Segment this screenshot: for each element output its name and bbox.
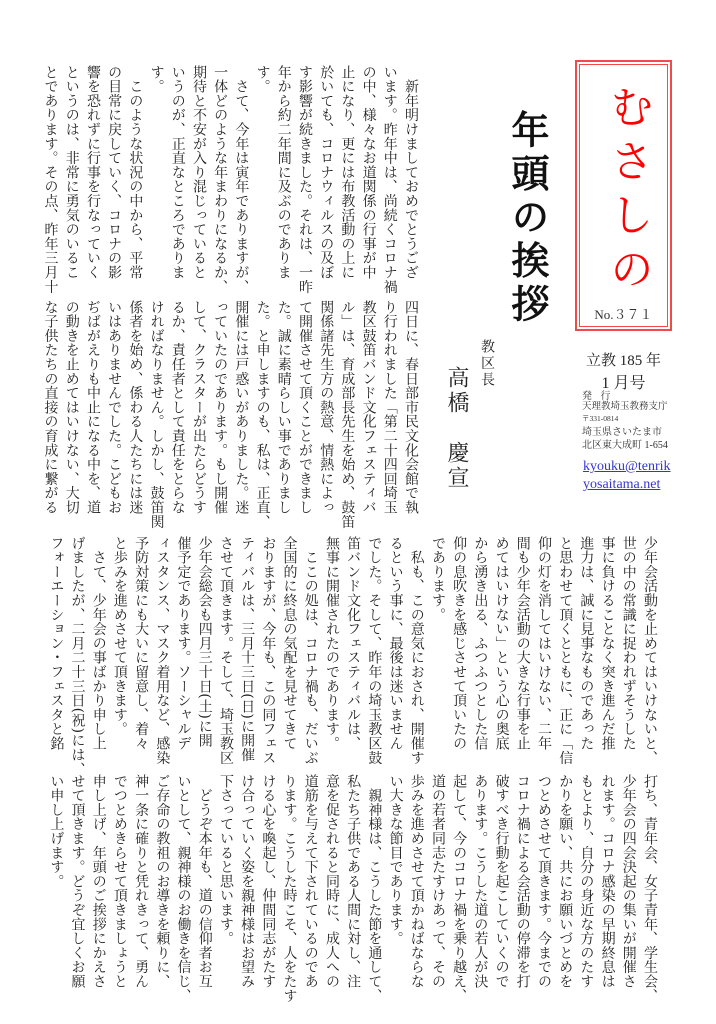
text-column: いとして、親神様のお働きを信じ、 (175, 774, 192, 1003)
text-column: 止になり、更には布教活動の上に (339, 65, 356, 280)
text-column: というのは、非常に勇気のいるこ (63, 65, 80, 280)
text-column: であります。 (429, 536, 446, 622)
text-column: ィスタンス、マスク着用など、感染 (154, 536, 171, 765)
text-column: 仰の息吹きを感じさせて頂いたの (451, 536, 468, 751)
text-column: の中、様々なお道関係の行事が中 (360, 65, 377, 280)
text-column: めてはいけない」という心の奥底 (493, 536, 510, 751)
text-column: いうのが、正直なところでありま (169, 65, 186, 280)
text-column: させて頂きます。そして、埼玉教区 (217, 536, 234, 765)
text-column: 於いても、コロナウィルスの及ぼ (318, 65, 335, 280)
text-column: 響を恐れずに行事を行なっていく (84, 65, 101, 280)
text-column: 四日に、春日部市民文化会館で執 (403, 300, 419, 515)
text-column: フォーエーション・フェスタと銘 (48, 536, 65, 751)
text-column: 開催には戸惑いがありました。迷 (233, 300, 250, 515)
text-column: して、クラスターが出たらどうす (190, 300, 207, 515)
text-column: コロナ禍による会活動の停滞を打 (514, 774, 531, 989)
text-column: 期待と不安が入り混じっていると (190, 65, 207, 280)
email-link[interactable]: kyouku@tenrik (583, 459, 671, 474)
publisher-name: 天理教埼玉教務支庁 (582, 402, 668, 412)
publisher-postal-code: 〒331-0814 (582, 414, 619, 423)
text-column: 仰の灯を消してはいけない、二年 (535, 536, 552, 751)
text-column: 間も少年会活動の大きな行事を止 (514, 536, 531, 751)
text-column: と思わせて頂くとともに、正に「信 (557, 536, 574, 765)
text-column: ここの処は、コロナ禍も、だいぶ (302, 536, 319, 765)
text-column: 予防対策にも大いに留意し、着々 (133, 536, 150, 751)
text-column: す影響が続きました。それは、一昨 (296, 65, 313, 294)
text-column: ける心を喚起し、仲間同志がたす (260, 774, 277, 989)
text-column: るか、責任者として責任をとらな (169, 300, 186, 515)
text-column: た。と申しますのも、私は、正直、 (254, 300, 271, 529)
article-text-block-top (39, 65, 421, 294)
text-column: ります。こうした時こそ、人をたす (281, 774, 298, 1003)
text-column: どうぞ本年も、道の信仰者お互 (196, 774, 213, 989)
text-column: け合っていく姿を親神様はお望み (239, 774, 256, 989)
text-column: と歩みを進めさせて頂きます。 (111, 536, 128, 737)
publisher-address-line2: 北区東大成町 1-654 (582, 440, 668, 451)
newsletter-title: むさしの (602, 84, 653, 300)
text-column: 無事に開催されたのであります。 (323, 536, 340, 751)
publisher-label: 発 行 (582, 391, 614, 402)
text-column: 係者を始め、係わる人たちには迷 (127, 300, 144, 515)
text-column: このような状況の中から、平常 (127, 65, 144, 280)
text-column: さて、少年会の事ばかり申し上 (90, 536, 107, 751)
email-link-continued[interactable]: yosaitama.net (583, 477, 661, 492)
publisher-address-line1: 埼玉県さいたま市 (582, 427, 662, 438)
text-column: さて、今年は寅年でありますが、 (233, 65, 250, 294)
text-column: から湧き出る、ふつふつとした信 (472, 536, 489, 751)
author-role: 教区長 (479, 339, 495, 389)
article-title: 年頭の挨拶 (505, 110, 550, 328)
text-column: 意を促されると同時に、成人への (323, 774, 340, 989)
text-column: いはありませんでした。こどもお (106, 300, 123, 515)
issue-number: No.３７１ (594, 307, 653, 322)
text-column: い申し上げます。 (48, 774, 65, 889)
text-column: でした。そして、昨年の埼玉教区鼓 (366, 536, 383, 765)
issue-month: 1 月号 (601, 375, 646, 392)
text-column: 打ち、青年会、女子青年、学生会、 (642, 774, 658, 1003)
text-column: 私も、この意気におされ、開催す (408, 536, 425, 765)
text-column: もとより、自分の身近な方のたす (578, 774, 595, 989)
text-column: す。 (254, 65, 271, 94)
text-column: な子供たちの直接の育成に繋がる (42, 300, 59, 515)
text-column: っていたのであります。もし開催 (212, 300, 229, 515)
text-column: 事に負けることなく突き進んだ推 (599, 536, 616, 751)
text-column: の動きを止めてはいけない、大切 (63, 300, 80, 515)
text-column: り行われました「第二十四回埼玉 (381, 300, 398, 515)
author-name: 高橋 慶宣 (444, 366, 469, 491)
text-column: おりますが、今年も、この同フェス (260, 536, 277, 765)
text-column: た。誠に素晴らしい事でありまし (275, 300, 292, 515)
text-column: かりを願い、共にお願いづとめを (557, 774, 574, 989)
text-column: 少年会活動を止めてはいけないと、 (642, 536, 658, 765)
text-column: 関係諸先生方の熱意、情熱によっ (318, 300, 335, 515)
article-text-block-lower-2 (45, 774, 660, 1003)
text-column: ル」は、育成部長先生を始め、鼓笛 (339, 300, 356, 529)
text-column: て開催させて頂くことができまし (296, 300, 313, 515)
text-column: げましたが、二月二十三日(祝)には、 (69, 536, 86, 777)
text-column: とであります。その点、昨年三月十 (42, 65, 59, 294)
text-column: つとめさせて頂きます。今までの (535, 774, 552, 989)
text-column: 笛バンド文化フェスティバルは、 (345, 536, 362, 751)
text-column: 少年会総会も四月三十日(土)に開 (196, 536, 213, 748)
text-column: 道筋を与えて下されているのであ (302, 774, 319, 989)
text-column: 下さっていると思います。 (217, 774, 234, 946)
text-column: の目常に戻していく、コロナの影 (106, 65, 123, 280)
article-text-block-middle (39, 300, 421, 529)
issue-era-year: 立教 185 年 (585, 353, 661, 369)
text-column: 親神様は、こうした節を通して、 (366, 774, 383, 1003)
text-column: あります。こうした道の若人が決 (472, 774, 489, 989)
text-column: 催予定であります。ソーシャルデ (175, 536, 192, 751)
text-column: 少年会の四会決起の集いが開催さ (620, 774, 637, 989)
text-column: でつとめきらせて頂きましょうと (111, 774, 128, 989)
text-column: い大きな節目であります。 (387, 774, 404, 946)
text-column: 破すべき行動を起こしていくので (493, 774, 510, 989)
text-column: 全国的に終息の気配を見せてきて (281, 536, 298, 751)
text-column: 申し上げ、年頭のご挨拶にかえさ (90, 774, 107, 989)
text-column: す。 (148, 65, 165, 94)
text-column: ければなりません。しかし、鼓笛関 (148, 300, 165, 529)
text-column: ティバルは、三月十三日(日)に開催 (239, 536, 256, 763)
text-column: ご存命の教祖のお導きを頼りに、 (154, 774, 171, 989)
text-column: 進力は、誠に見事なものであった (578, 536, 595, 751)
text-column: ぢばがえりも中止になる中を、道 (84, 300, 101, 515)
text-column: 年から約二年間に及ぶのでありま (275, 65, 292, 280)
text-column: 世の中の常識に捉われずそうした (620, 536, 637, 751)
text-column: れます。コロナ感染の早期終息は (599, 774, 616, 989)
text-column: 新年明けましておめでとうござ (403, 65, 419, 280)
article-text-block-lower-1 (45, 536, 660, 777)
text-column: 私たち子供である人間に対し、注 (345, 774, 362, 989)
text-column: 歩みを進めさせて頂かねばならな (408, 774, 425, 989)
text-column: 一体どのような年まわりになるか、 (212, 65, 229, 294)
text-column: せて頂きます。どうぞ宜しくお願 (69, 774, 86, 989)
text-column: います。昨年中は、尚続くコロナ禍 (381, 65, 398, 294)
text-column: 教区鼓笛バンド文化フェスティバ (360, 300, 377, 515)
text-column: 神一条に確りと凭れきって、勇ん (133, 774, 150, 989)
text-column: るという事に、最後は迷いません (387, 536, 404, 751)
text-column: 起して、今のコロナ禍を乗り越え、 (451, 774, 468, 1003)
text-column: 道の若者同志たすけあって、その (429, 774, 446, 989)
